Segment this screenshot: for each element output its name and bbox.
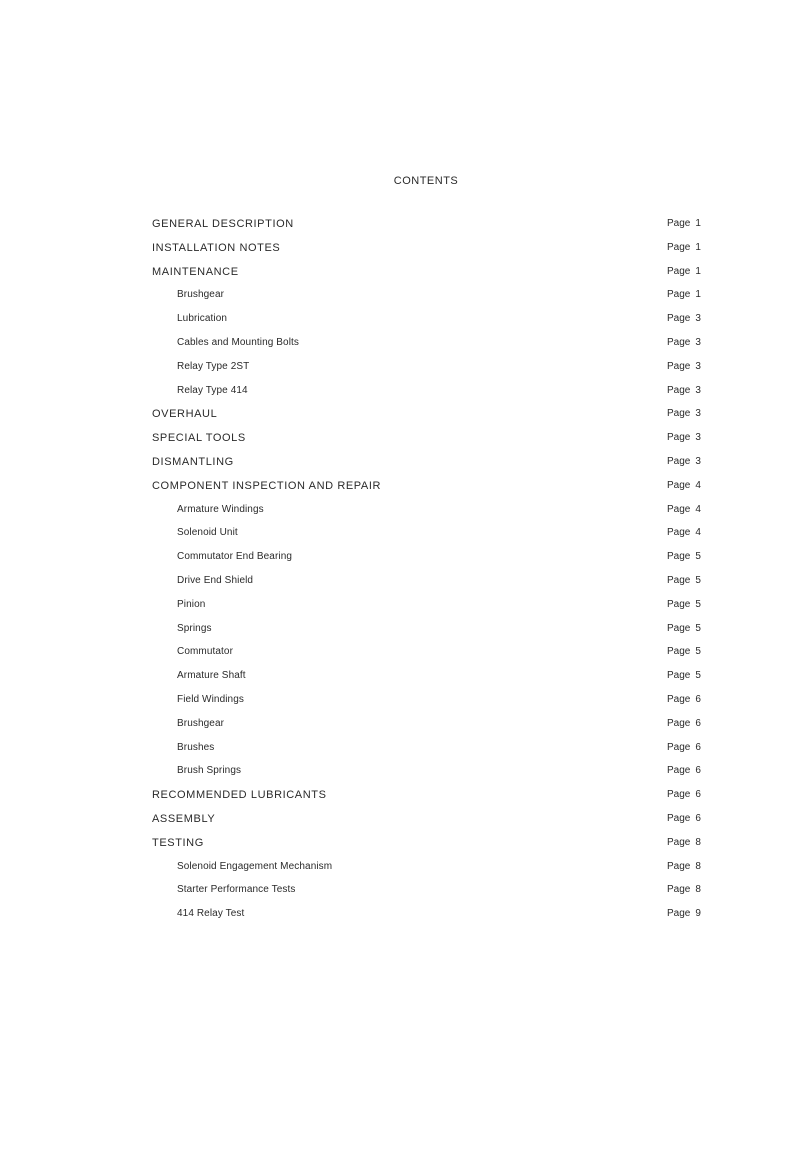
toc-entry-title: Springs (177, 622, 212, 634)
toc-subentry (152, 288, 704, 312)
page-number: 5 (695, 670, 701, 682)
page-word: Page (667, 384, 691, 396)
page-word: Page (667, 241, 691, 253)
page-number: 3 (695, 408, 701, 420)
page-word: Page (667, 622, 691, 634)
page-word: Page (667, 908, 691, 920)
toc-page-ref (667, 217, 701, 231)
toc-subentry (152, 312, 704, 336)
page-number: 5 (695, 646, 701, 658)
toc-subentry (152, 741, 704, 765)
page-word: Page (667, 408, 691, 420)
page-word: Page (667, 313, 691, 325)
toc-entry-title: Starter Performance Tests (177, 884, 296, 896)
page-word: Page (667, 574, 691, 586)
page-number: 4 (695, 527, 701, 539)
page-number: 6 (695, 693, 701, 705)
page-word: Page (667, 289, 691, 301)
toc-subentry (152, 693, 704, 717)
toc-page-ref (667, 360, 701, 374)
toc-page-ref (667, 526, 701, 540)
toc-entry-title: DISMANTLING (152, 455, 234, 468)
toc-entry-title: ASSEMBLY (152, 812, 216, 825)
page-number: 5 (695, 574, 701, 586)
page-word: Page (667, 455, 691, 467)
page-word: Page (667, 789, 691, 801)
toc-subentry (152, 503, 704, 527)
toc-page-ref (667, 860, 701, 874)
toc-page-ref (667, 503, 701, 517)
contents-heading: CONTENTS (393, 175, 459, 187)
toc-page-ref (667, 288, 701, 302)
toc-entry (152, 812, 704, 836)
toc-entry-title: COMPONENT INSPECTION AND REPAIR (152, 479, 382, 492)
page-word: Page (667, 527, 691, 539)
toc-page-ref (667, 788, 701, 802)
toc-entry-title: GENERAL DESCRIPTION (152, 218, 294, 230)
toc-entry (152, 455, 704, 479)
toc-entry-title: Relay Type 414 (177, 384, 248, 396)
toc-page-ref (667, 574, 701, 588)
toc-subentry (152, 526, 704, 550)
toc-entry-title: Brushgear (177, 289, 225, 301)
page-number: 5 (695, 551, 701, 563)
toc-page-ref (667, 622, 701, 636)
page-word: Page (667, 812, 691, 824)
toc-entry-title: Brushgear (177, 717, 225, 729)
toc-entry (152, 241, 704, 265)
toc-page-ref (667, 384, 701, 398)
page-word: Page (667, 551, 691, 563)
page-number: 3 (695, 384, 701, 396)
toc-entry (152, 407, 704, 431)
toc-page-ref (667, 645, 701, 659)
toc-page-ref (667, 550, 701, 564)
toc-page-ref (667, 431, 701, 445)
toc-page-ref (667, 907, 701, 921)
toc-subentry (152, 883, 704, 907)
page-word: Page (667, 884, 691, 896)
toc-entry (152, 479, 704, 503)
toc-entry-title: Brush Springs (177, 765, 242, 777)
toc-entry-title: Lubrication (177, 313, 228, 325)
toc-subentry (152, 907, 704, 931)
toc-subentry (152, 550, 704, 574)
toc-subentry (152, 574, 704, 598)
toc-entry-title: Pinion (177, 598, 206, 610)
toc-page-ref (667, 479, 701, 493)
page-number: 9 (695, 908, 701, 920)
page-number: 6 (695, 789, 701, 801)
toc-page-ref (667, 598, 701, 612)
toc-page-ref (667, 812, 701, 826)
toc-page-ref (667, 241, 701, 255)
toc-entry-title: SPECIAL TOOLS (152, 432, 246, 445)
toc-page-ref (667, 693, 701, 707)
toc-subentry (152, 622, 704, 646)
toc-entry-title: MAINTENANCE (152, 265, 239, 278)
toc-entry-title: Cables and Mounting Bolts (177, 336, 300, 348)
toc-entry (152, 836, 704, 860)
toc-page-ref (667, 717, 701, 731)
page-word: Page (667, 503, 691, 515)
toc-subentry (152, 669, 704, 693)
toc-subentry (152, 384, 704, 408)
toc-entry (152, 217, 704, 241)
toc-page-ref (667, 265, 701, 279)
page-number: 5 (695, 622, 701, 634)
page-number: 6 (695, 717, 701, 729)
page-word: Page (667, 860, 691, 872)
page-word: Page (667, 479, 691, 491)
toc-entry-title: Brushes (177, 741, 215, 753)
page-number: 3 (695, 455, 701, 467)
page-word: Page (667, 836, 691, 848)
toc-subentry (152, 860, 704, 884)
page-number: 6 (695, 765, 701, 777)
page-word: Page (667, 765, 691, 777)
toc-entry-title: RECOMMENDED LUBRICANTS (152, 789, 327, 802)
toc-entry-title: Commutator End Bearing (177, 551, 293, 563)
toc-page-ref (667, 455, 701, 469)
page-number: 3 (695, 360, 701, 372)
page-number: 1 (695, 289, 701, 301)
page-word: Page (667, 646, 691, 658)
page-number: 4 (695, 503, 701, 515)
page-number: 1 (695, 241, 701, 253)
toc-entry (152, 265, 704, 289)
toc-entry-title: Solenoid Unit (177, 527, 238, 539)
page-word: Page (667, 693, 691, 705)
page-number: 5 (695, 598, 701, 610)
toc-page-ref (667, 741, 701, 755)
toc-subentry (152, 598, 704, 622)
page-number: 4 (695, 479, 701, 491)
toc-page-ref (667, 407, 701, 421)
toc-subentry (152, 360, 704, 384)
toc-subentry (152, 336, 704, 360)
page-number: 3 (695, 336, 701, 348)
toc-entry-title: Field Windings (177, 693, 244, 705)
page-number: 6 (695, 741, 701, 753)
toc-subentry (152, 645, 704, 669)
toc-entry-title: OVERHAUL (152, 408, 218, 421)
page-number: 6 (695, 812, 701, 824)
toc-entry-title: Armature Windings (177, 503, 264, 515)
toc-page-ref (667, 764, 701, 778)
toc-entry-title: INSTALLATION NOTES (152, 241, 281, 254)
page-word: Page (667, 360, 691, 372)
toc-entry-title: Relay Type 2ST (177, 360, 250, 372)
page-number: 1 (695, 265, 701, 277)
toc-entry-title: Solenoid Engagement Mechanism (177, 860, 333, 872)
page-number: 8 (695, 836, 701, 848)
toc-entry (152, 788, 704, 812)
page-number: 8 (695, 860, 701, 872)
toc-page-ref (667, 669, 701, 683)
toc-page-ref (667, 883, 701, 897)
page-word: Page (667, 265, 691, 277)
page-number: 3 (695, 432, 701, 444)
toc-page-ref (667, 312, 701, 326)
toc-entry-title: Drive End Shield (177, 574, 254, 586)
page-word: Page (667, 432, 691, 444)
page-number: 1 (695, 218, 701, 229)
page-word: Page (667, 670, 691, 682)
toc-entry-title: 414 Relay Test (177, 908, 245, 920)
page-word: Page (667, 717, 691, 729)
toc-subentry (152, 764, 704, 788)
page-word: Page (667, 336, 691, 348)
table-of-contents (152, 217, 704, 931)
page-word: Page (667, 218, 691, 229)
page-number: 3 (695, 313, 701, 325)
toc-entry (152, 431, 704, 455)
toc-subentry (152, 717, 704, 741)
page-number: 8 (695, 884, 701, 896)
toc-entry-title: Commutator (177, 646, 234, 658)
toc-entry-title: Armature Shaft (177, 670, 246, 682)
toc-page-ref (667, 336, 701, 350)
toc-entry-title: TESTING (152, 836, 204, 849)
toc-page-ref (667, 836, 701, 850)
page-word: Page (667, 741, 691, 753)
page-word: Page (667, 598, 691, 610)
